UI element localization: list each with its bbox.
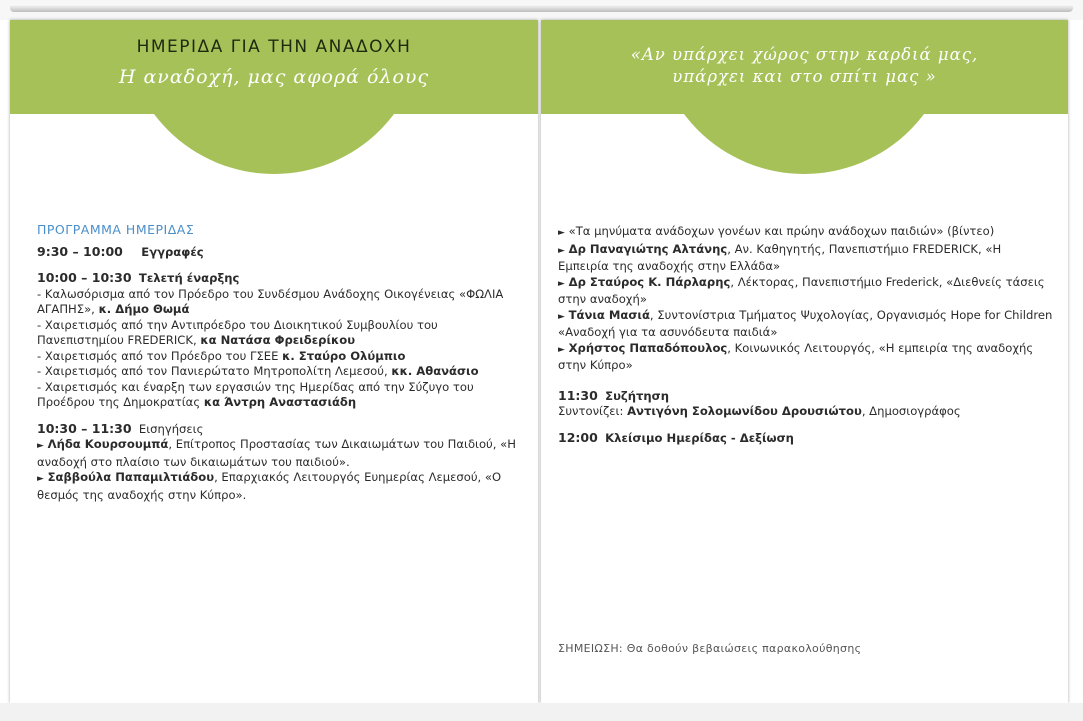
talk-item: ► Τάνια Μασιά, Συντονίστρια Τμήματος Ψυχολογίας, Οργανισμός Hope for Children «Αναδοχή για τα ασυνόδευτα παιδιά» <box>558 307 1053 339</box>
welcome-item: - Χαιρετισμός και έναρξη των εργασιών της Ημερίδας από την Σύζυγο του Προέδρου της Δημοκρατίας κα Άντρη Αναστασιάδη <box>37 379 474 409</box>
program-body <box>37 222 517 513</box>
session-label: Συζήτηση <box>605 388 669 403</box>
program-title: ΠΡΟΓΡΑΜΜΑ ΗΜΕΡΙΔΑΣ <box>37 222 195 237</box>
time-slot: 12:00 <box>558 429 598 445</box>
registration-block <box>37 244 517 261</box>
left-panel <box>10 20 538 703</box>
welcome-item: - Καλωσόρισμα από τον Πρόεδρο του Συνδέσμου Ανάδοχης Οικογένειας «ΦΩΛΙΑ ΑΓΑΠΗΣ», κ. Δήμο Θωμά <box>37 286 504 316</box>
right-panel <box>541 20 1068 703</box>
program-continued <box>558 224 1053 456</box>
session-label: Κλείσιμο Ημερίδας - Δεξίωση <box>605 430 794 445</box>
arrow-bullet-icon: ► <box>558 311 565 322</box>
arrow-bullet-icon: ► <box>558 245 565 256</box>
talks-continued <box>558 224 1053 374</box>
opening-block <box>37 270 517 411</box>
time-slot: 10:00 – 10:30 <box>37 270 132 285</box>
discussion-block <box>558 388 1053 420</box>
talk-item: ► Χρήστος Παπαδόπουλος, Κοινωνικός Λειτουργός, «Η εμπειρία της αναδοχής στην Κύπρο» <box>558 340 1034 372</box>
header-quote: «Αν υπάρχει χώρος στην καρδιά μας, υπάρχει και στο σπίτι μας » <box>630 45 979 86</box>
talk-item: ► Σαββούλα Παπαμιλτιάδου, Επαρχιακός Λειτουργός Ευημερίας Λεμεσού, «Ο θεσμός της αναδοχής στην Κύπρο». <box>37 470 502 502</box>
time-slot: 11:30 <box>558 387 598 403</box>
talk-item: ► Δρ Σταύρος Κ. Πάρλαρης, Λέκτορας, Πανεπιστήμιο Frederick, «Διεθνείς τάσεις στην αναδοχή» <box>558 274 1045 306</box>
arrow-bullet-icon: ► <box>558 278 565 289</box>
talk-item: ► Λήδα Κουρσουμπά, Επίτροπος Προστασίας των Δικαιωμάτων του Παιδιού, «Η αναδοχή στο πλαίσιο των δικαιωμάτων του παιδιού». <box>37 437 516 469</box>
arrow-bullet-icon: ► <box>558 228 565 238</box>
event-subtitle: Η αναδοχή, μας αφορά όλους <box>118 66 430 88</box>
top-strip <box>0 0 1083 20</box>
time-slot: 10:30 – 11:30 <box>37 420 132 436</box>
welcome-item: - Χαιρετισμός από τον Πανιερώτατο Μητροπολίτη Λεμεσού, κκ. Αθανάσιο <box>37 364 479 378</box>
bottom-strip <box>0 703 1083 721</box>
session-label: Τελετή έναρξης <box>138 271 240 285</box>
arrow-bullet-icon: ► <box>558 344 565 355</box>
event-title: ΗΜΕΡΙΔΑ ΓΙΑ ΤΗΝ ΑΝΑΔΟΧΗ <box>136 37 412 57</box>
closing-block <box>558 430 1053 447</box>
session-label: Εισηγήσεις <box>138 421 204 436</box>
attendance-note: ΣΗΜΕΙΩΣΗ: Θα δοθούν βεβαιώσεις παρακολούθησης <box>558 642 862 655</box>
time-slot: 9:30 – 10:00 <box>37 243 123 259</box>
top-shadow <box>10 4 1073 12</box>
arrow-bullet-icon: ► <box>37 441 44 451</box>
talk-item: ► Δρ Παναγιώτης Αλτάνης, Αν. Καθηγητής, Πανεπιστήμιο FREDERICK, «Η Εμπειρία της αναδοχής στην Ελλάδα» <box>558 241 1002 273</box>
welcome-item: - Χαιρετισμός από την Αντιπρόεδρο του Διοικητικού Συμβουλίου του Πανεπιστημίου FREDERICK, κα Νατάσα Φρειδερίκου <box>37 317 438 347</box>
talks-block <box>37 421 517 504</box>
session-label: Εγγραφές <box>141 244 204 259</box>
arrow-bullet-icon: ► <box>37 474 44 484</box>
welcome-item: - Χαιρετισμός από τον Πρόεδρο του ΓΣΕΕ κ. Σταύρο Ολύμπιο <box>37 348 406 363</box>
talk-item: ► «Τα μηνύματα ανάδοχων γονέων και πρώην ανάδοχων παιδιών» (βίντεο) <box>558 224 995 238</box>
moderator-line: Συντονίζει: Αντιγόνη Σολομωνίδου Δρουσιώτου, Δημοσιογράφος <box>558 404 961 418</box>
